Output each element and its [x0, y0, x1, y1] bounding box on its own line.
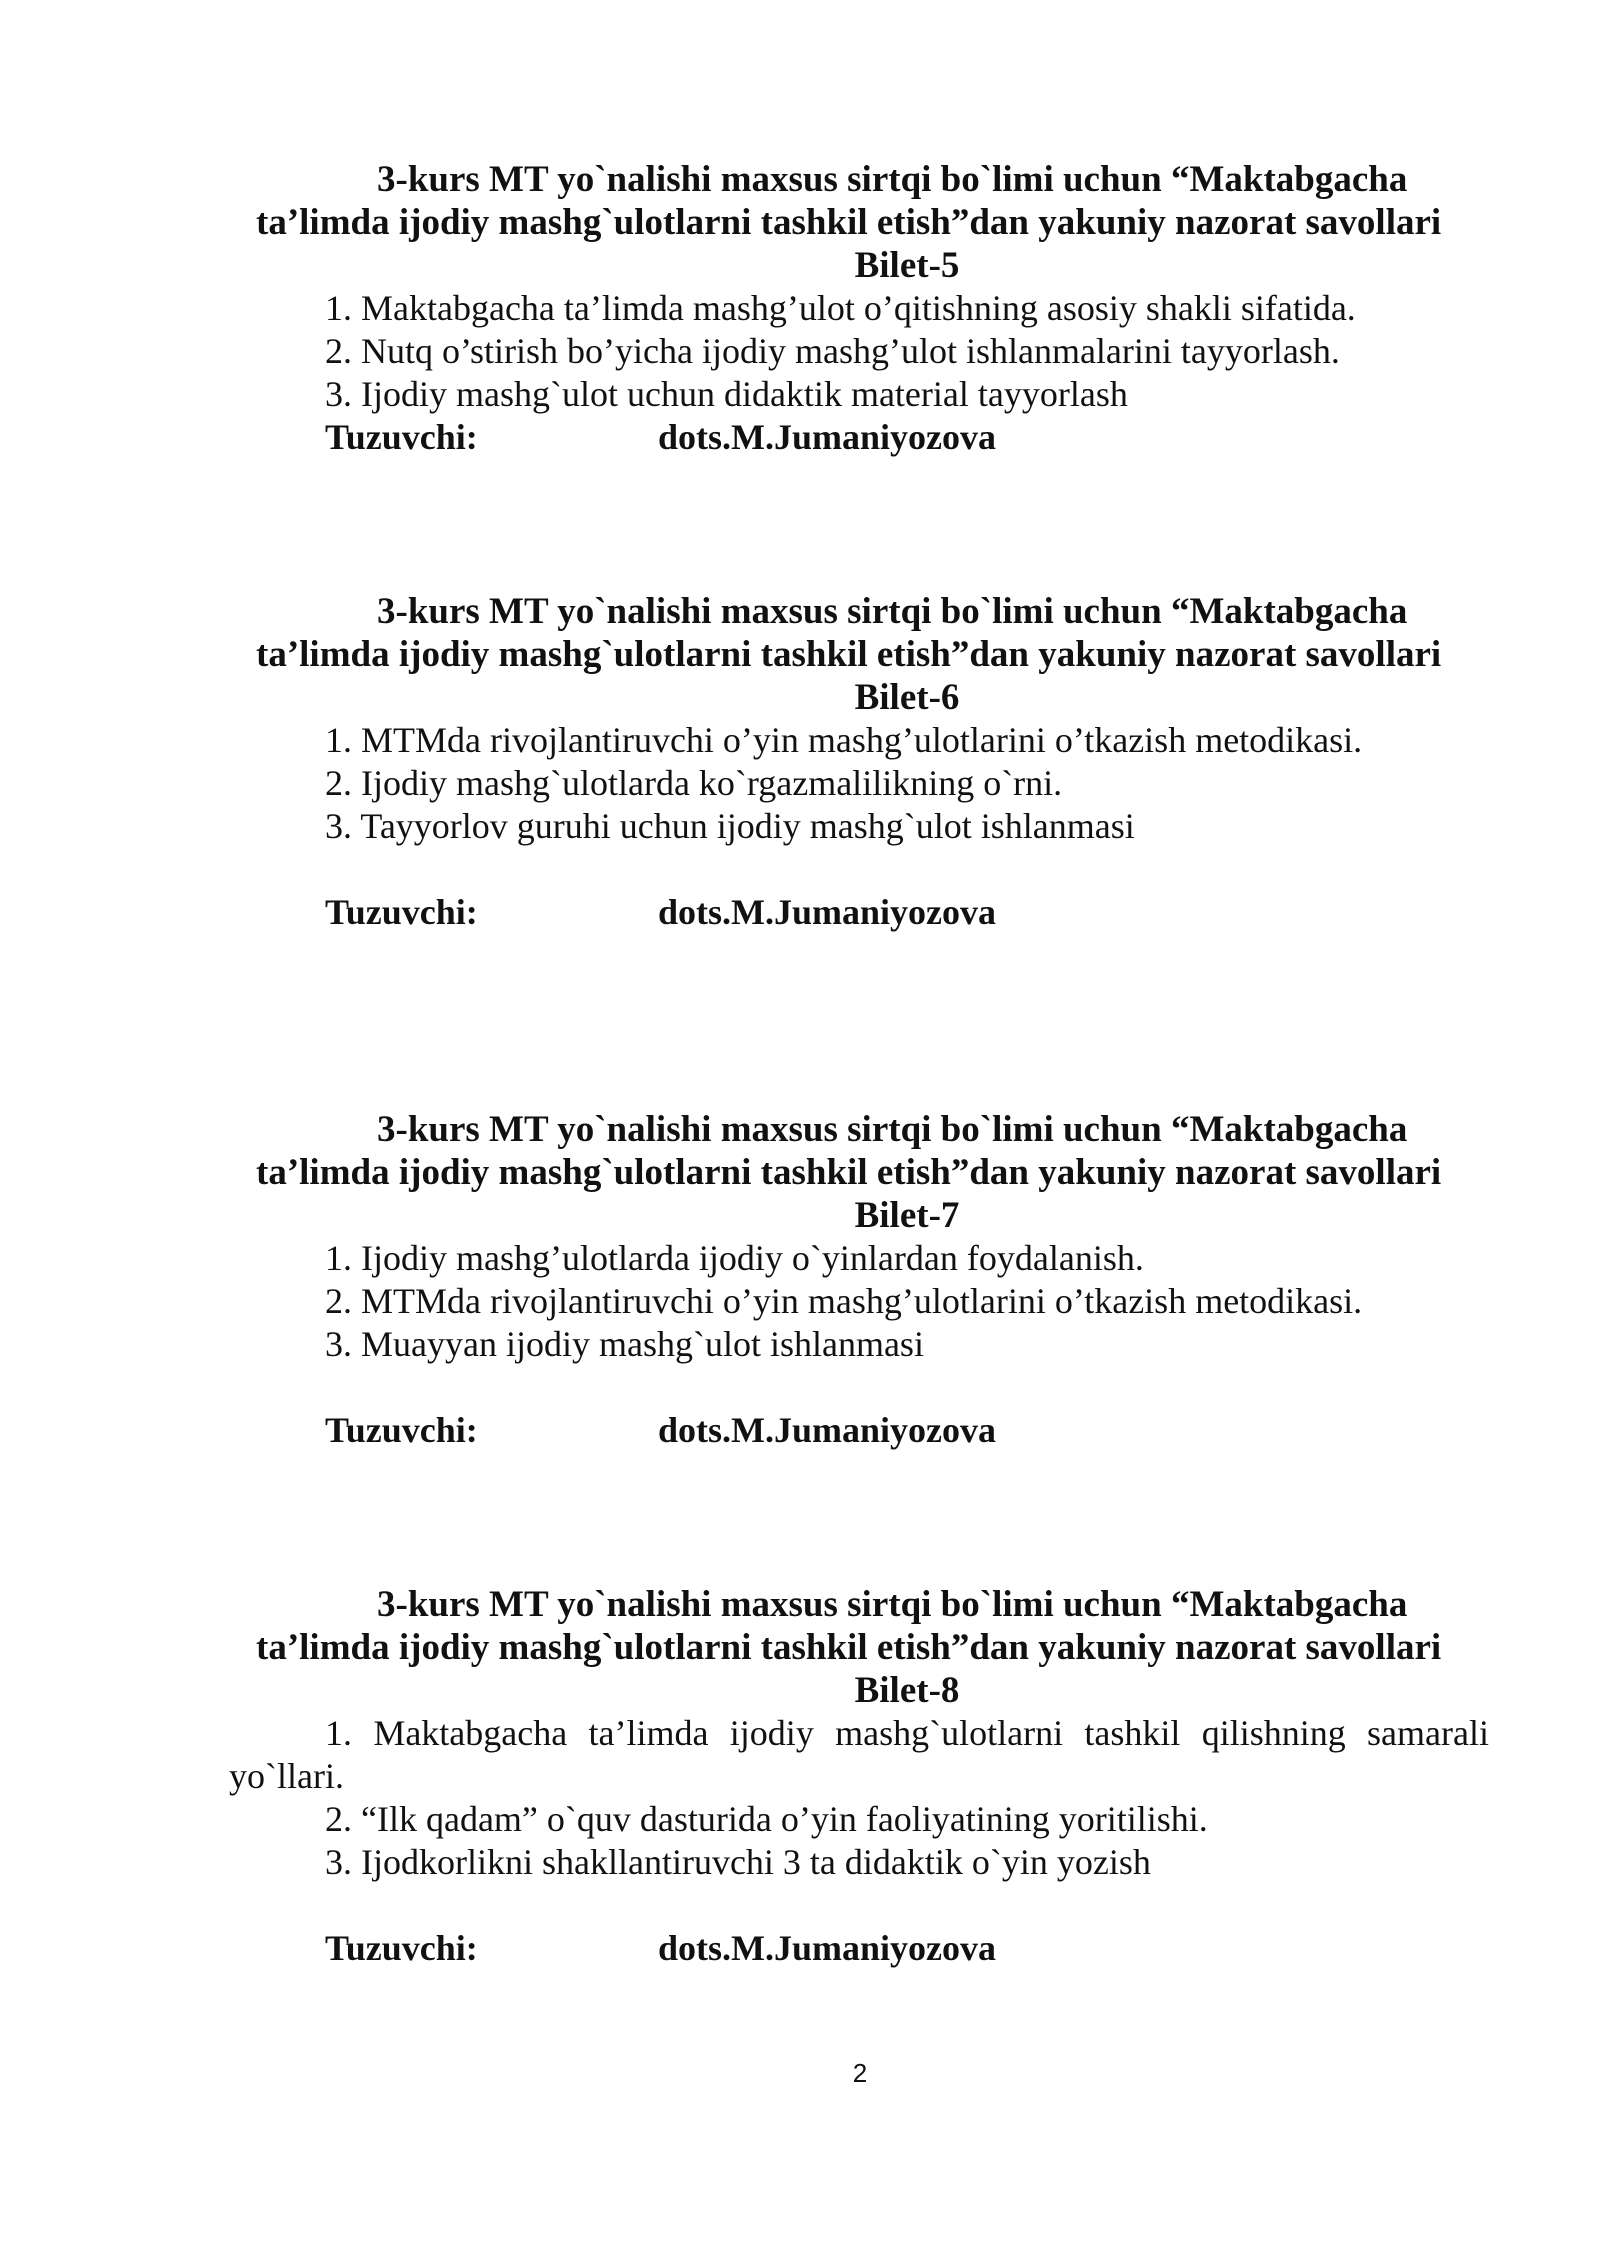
ticket-title: Bilet-8	[854, 1670, 960, 1711]
heading-line-1: 3-kurs MT yo`nalishi maxsus sirtqi bo`limi uchun “Maktabgacha	[377, 159, 1408, 200]
heading-line-1: 3-kurs MT yo`nalishi maxsus sirtqi bo`limi uchun “Maktabgacha	[377, 1584, 1408, 1625]
question-item: 3. Ijodiy mashg`ulot uchun didaktik material tayyorlash	[325, 374, 1128, 414]
question-item: 3. Tayyorlov guruhi uchun ijodiy mashg`ulot ishlanmasi	[325, 806, 1135, 846]
question-item: 3. Muayyan ijodiy mashg`ulot ishlanmasi	[325, 1324, 924, 1364]
author-label: Tuzuvchi:	[325, 892, 478, 932]
question-item: 3. Ijodkorlikni shakllantiruvchi 3 ta didaktik o`yin yozish	[325, 1842, 1151, 1882]
question-item: 2. Ijodiy mashg`ulotlarda ko`rgazmalilikning o`rni.	[325, 763, 1063, 803]
author-label: Tuzuvchi:	[325, 1928, 478, 1968]
author-name: dots.M.Jumaniyozova	[658, 417, 997, 457]
heading-line-2: ta’limda ijodiy mashg`ulotlarni tashkil etish”dan yakuniy nazorat savollari	[256, 634, 1442, 675]
heading-line-2: ta’limda ijodiy mashg`ulotlarni tashkil etish”dan yakuniy nazorat savollari	[256, 1627, 1442, 1668]
question-item: 1. Maktabgacha ta’limda ijodiy mashg`ulotlarni tashkil qilishning samarali yo`llari.	[229, 1713, 1489, 1796]
heading-line-2: ta’limda ijodiy mashg`ulotlarni tashkil etish”dan yakuniy nazorat savollari	[256, 202, 1442, 243]
ticket-title: Bilet-7	[854, 1195, 960, 1236]
heading-line-2: ta’limda ijodiy mashg`ulotlarni tashkil etish”dan yakuniy nazorat savollari	[256, 1152, 1442, 1193]
question-item: 1. Maktabgacha ta’limda mashg’ulot o’qitishning asosiy shakli sifatida.	[325, 288, 1356, 328]
question-item: 2. MTMda rivojlantiruvchi o’yin mashg’ulotlarini o’tkazish metodikasi.	[325, 1281, 1363, 1321]
ticket-title: Bilet-5	[854, 245, 960, 286]
heading-line-1: 3-kurs MT yo`nalishi maxsus sirtqi bo`limi uchun “Maktabgacha	[377, 1109, 1408, 1150]
author-label: Tuzuvchi:	[325, 1410, 478, 1450]
author-name: dots.M.Jumaniyozova	[658, 1928, 997, 1968]
question-item: 1. Ijodiy mashg’ulotlarda ijodiy o`yinlardan foydalanish.	[325, 1238, 1144, 1278]
author-name: dots.M.Jumaniyozova	[658, 1410, 997, 1450]
ticket-title: Bilet-6	[854, 677, 960, 718]
author-name: dots.M.Jumaniyozova	[658, 892, 997, 932]
question-item: 2. Nutq o’stirish bo’yicha ijodiy mashg’ulot ishlanmalarini tayyorlash.	[325, 331, 1340, 371]
question-item: 1. MTMda rivojlantiruvchi o’yin mashg’ulotlarini o’tkazish metodikasi.	[325, 720, 1363, 760]
author-label: Tuzuvchi:	[325, 417, 478, 457]
heading-line-1: 3-kurs MT yo`nalishi maxsus sirtqi bo`limi uchun “Maktabgacha	[377, 591, 1408, 632]
question-item: 2. “Ilk qadam” o`quv dasturida o’yin faoliyatining yoritilishi.	[325, 1799, 1208, 1839]
page-number: 2	[852, 2058, 868, 2088]
